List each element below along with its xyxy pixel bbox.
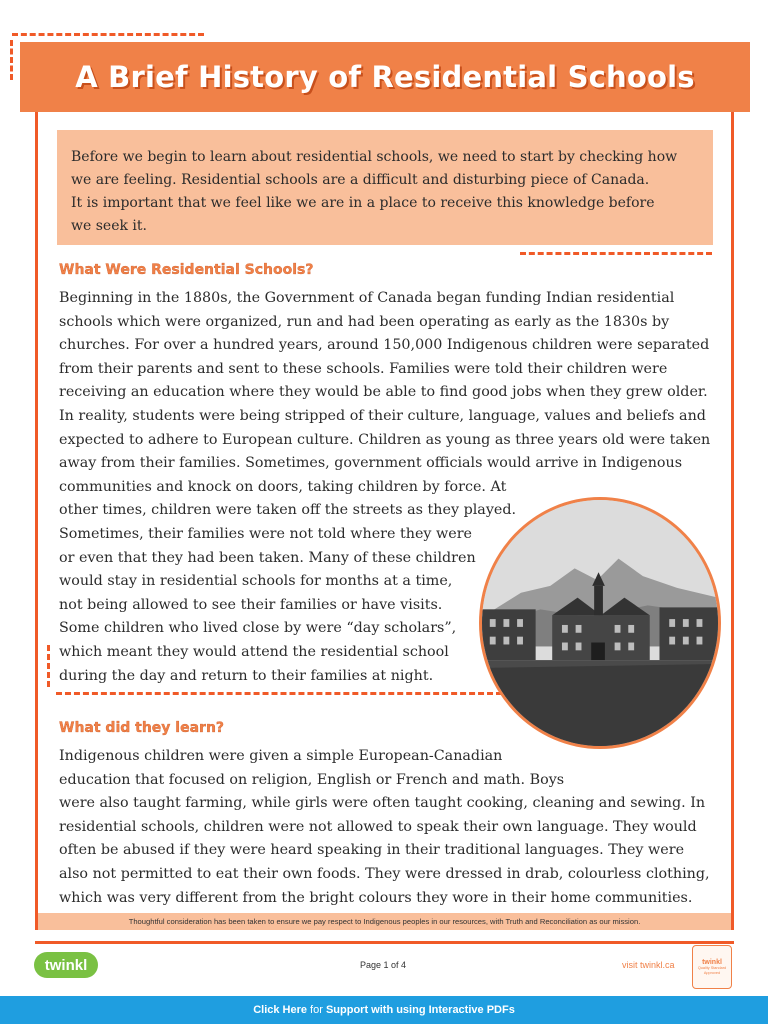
- intro-line: we seek it.: [71, 218, 147, 234]
- section-heading-what-learn: What did they learn?: [59, 720, 225, 736]
- footer-note: Thoughtful consideration has been taken to ensure we pay respect to Indigenous peoples in our resources, with Truth and Reconciliation as our mission.: [38, 913, 731, 930]
- intro-dashed-line: [520, 252, 712, 255]
- quality-badge: [692, 945, 732, 989]
- page-number: Page 1 of 4: [360, 960, 407, 970]
- page-title: A Brief History of Residential Schools: [75, 60, 695, 94]
- text-line: which was very different from the bright colours they wore in their home communities.: [59, 889, 693, 906]
- text-line: expected to adhere to European culture. Children as young as three years old were taken: [59, 431, 711, 448]
- text-line: communities and knock on doors, taking children by force. At: [59, 478, 507, 495]
- text-line: receiving an education where they would be able to find good jobs when they grew older.: [59, 384, 708, 401]
- twinkl-logo[interactable]: twinkl: [34, 952, 98, 978]
- intro-line: It is important that we feel like we are in a place to receive this knowledge before: [71, 195, 655, 211]
- intro-box: [57, 130, 713, 245]
- text-line: churches. For over a hundred years, around 150,000 Indigenous children were separated: [59, 337, 710, 354]
- section-heading-what-were: What Were Residential Schools?: [59, 262, 314, 278]
- text-line: Beginning in the 1880s, the Government of Canada began funding Indian residential: [59, 290, 675, 306]
- badge-sub: Quality Standard: [697, 965, 727, 970]
- text-line: often be abused if they were heard speaking in their traditional languages. They were: [59, 842, 685, 859]
- text-line: other times, children were taken off the streets as they played.: [59, 502, 517, 519]
- text-line: would stay in residential schools for months at a time,: [59, 573, 453, 590]
- support-text: Support with using Interactive PDFs: [325, 1004, 515, 1016]
- support-bar[interactable]: [0, 996, 768, 1024]
- residential-school-photo: [479, 497, 721, 749]
- text-line: schools which were organized, run and had been operating as early as the 1830s by: [59, 313, 670, 330]
- footer-divider: [35, 941, 734, 944]
- text-line: Indigenous children were given a simple European-Canadian: [59, 748, 503, 764]
- left-top-dashed-line: [10, 40, 13, 80]
- text-line: during the day and return to their families at night.: [59, 667, 434, 684]
- intro-line: Before we begin to learn about residential schools, we need to start by checking how: [71, 149, 678, 165]
- intro-line: we are feeling. Residential schools are a difficult and disturbing piece of Canada.: [71, 172, 650, 188]
- click-here-link[interactable]: Click Here: [253, 1004, 307, 1016]
- support-middle: for: [307, 1004, 326, 1016]
- text-line: In reality, students were being stripped of their culture, language, values and beliefs and: [59, 407, 706, 424]
- section1-dashed-line: [56, 692, 502, 695]
- text-line: or even that they had been taken. Many of these children: [59, 549, 476, 566]
- visit-link[interactable]: visit twinkl.ca: [622, 960, 675, 970]
- left-dashed-marks: [47, 645, 50, 687]
- text-line: Some children who lived close by were “day scholars”,: [59, 620, 457, 637]
- title-banner: [20, 42, 750, 112]
- text-line: residential schools, children were not allowed to speak their own language. They would: [59, 818, 697, 835]
- badge-sub: Approved: [703, 970, 721, 975]
- text-line: education that focused on religion, English or French and math. Boys: [59, 771, 565, 788]
- intro-text: [71, 146, 699, 238]
- section2-text: [59, 745, 710, 910]
- text-line: also not permitted to eat their own foods. They were dressed in drab, colourless clothing,: [59, 865, 710, 882]
- text-line: Sometimes, their families were not told where they were: [59, 525, 473, 542]
- badge-title: twinkl: [702, 958, 722, 966]
- text-line: away from their families. Sometimes, government officials would arrive in Indigenous: [59, 455, 683, 472]
- text-line: not being allowed to see their families or have visits.: [59, 596, 443, 613]
- text-line: were also taught farming, while girls were often taught cooking, cleaning and sewing. In: [59, 795, 706, 812]
- top-dashed-line: [12, 33, 204, 36]
- text-line: which meant they would attend the residential school: [59, 643, 449, 660]
- text-line: from their parents and sent to these schools. Families were told their children were: [59, 360, 668, 377]
